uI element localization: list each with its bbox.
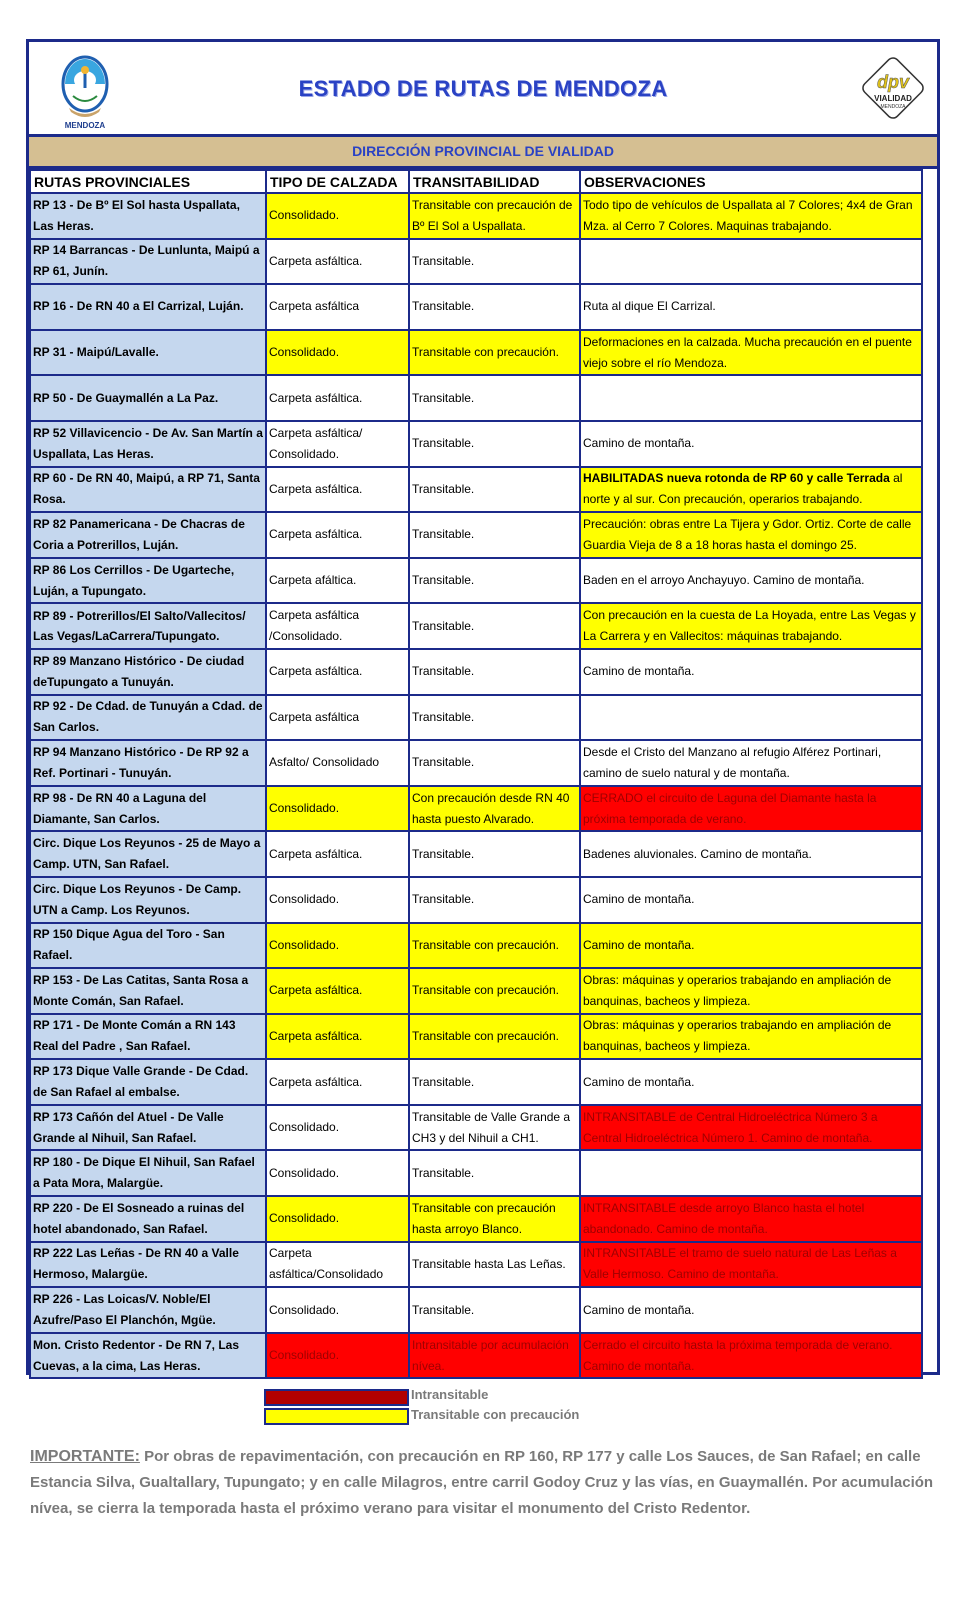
calzada-cell: Consolidado. (266, 1105, 409, 1151)
calzada-cell: Carpeta asfáltica. (266, 467, 409, 513)
transitabilidad-cell: Transitable. (409, 239, 580, 285)
observaciones-text: Ruta al dique El Carrizal. (583, 299, 716, 314)
calzada-cell: Consolidado. (266, 1333, 409, 1379)
observaciones-bold-text: HABILITADAS nueva rotonda de RP 60 y calle Terrada (583, 471, 890, 486)
table-row (30, 1287, 922, 1333)
svg-text:MENDOZA: MENDOZA (64, 121, 106, 130)
route-name-cell: RP 89 - Potrerillos/El Salto/Vallecitos/ Las Vegas/LaCarrera/Tupungato. (30, 603, 266, 649)
observaciones-cell (580, 330, 922, 376)
important-note (30, 1444, 945, 1522)
transitabilidad-cell: Transitable con precaución hasta arroyo Blanco. (409, 1196, 580, 1242)
transitabilidad-cell: Transitable. (409, 831, 580, 877)
transitabilidad-cell: Transitable de Valle Grande a CH3 y del Nihuil a CH1. (409, 1105, 580, 1151)
svg-text:VIALIDAD: VIALIDAD (874, 94, 912, 103)
observaciones-cell (580, 923, 922, 969)
svg-text:dpv: dpv (876, 72, 910, 92)
table-row (30, 1014, 922, 1060)
observaciones-cell (580, 1150, 922, 1196)
calzada-cell: Carpeta asfáltica. (266, 512, 409, 558)
observaciones-cell (580, 1059, 922, 1105)
transitabilidad-cell: Transitable. (409, 558, 580, 604)
observaciones-cell (580, 239, 922, 285)
calzada-cell: Carpeta asfáltica. (266, 831, 409, 877)
observaciones-cell (580, 649, 922, 695)
observaciones-cell (580, 1333, 922, 1379)
table-row (30, 1150, 922, 1196)
subheader: DIRECCIÓN PROVINCIAL DE VIALIDAD (29, 134, 937, 169)
calzada-cell: Carpeta asfáltica. (266, 239, 409, 285)
observaciones-text: Con precaución en la cuesta de La Hoyada, entre Las Vegas y La Carrera y en Vallecitos: máquinas trabajando. (583, 608, 916, 644)
observaciones-text: Camino de montaña. (583, 937, 695, 952)
table-row (30, 375, 922, 421)
transitabilidad-cell: Transitable con precaución. (409, 1014, 580, 1060)
observaciones-text: Badenes aluvionales. Camino de montaña. (583, 846, 812, 861)
report-frame (26, 39, 940, 1375)
route-name-cell: RP 16 - De RN 40 a El Carrizal, Luján. (30, 284, 266, 330)
legend-swatch-precaution (264, 1408, 409, 1425)
observaciones-text: Camino de montaña. (583, 1302, 695, 1317)
transitabilidad-cell: Intransitable por acumulación nívea. (409, 1333, 580, 1379)
observaciones-cell (580, 695, 922, 741)
table-row (30, 558, 922, 604)
table-row (30, 649, 922, 695)
observaciones-text: Cerrado el circuito hasta la próxima temporada de verano. Camino de montaña. (583, 1337, 893, 1373)
transitabilidad-cell: Transitable hasta Las Leñas. (409, 1242, 580, 1288)
table-row (30, 330, 922, 376)
calzada-cell: Carpeta asfáltica/ Consolidado. (266, 421, 409, 467)
observaciones-text: INTRANSITABLE el tramo de suelo natural de Las Leñas a Valle Hermoso. Camino de montaña. (583, 1246, 897, 1282)
calzada-cell: Carpeta asfáltica. (266, 1014, 409, 1060)
calzada-cell: Carpeta asfáltica /Consolidado. (266, 603, 409, 649)
observaciones-text: Precaución: obras entre La Tijera y Gdor. Ortiz. Corte de calle Guardia Vieja de 8 a 18 horas hasta el domingo 25. (583, 516, 912, 552)
observaciones-cell (580, 1287, 922, 1333)
table-row (30, 1242, 922, 1288)
table-row (30, 1105, 922, 1151)
route-name-cell: RP 94 Manzano Histórico - De RP 92 a Ref. Portinari - Tunuyán. (30, 740, 266, 786)
calzada-cell: Carpeta asfáltica (266, 284, 409, 330)
calzada-cell: Consolidado. (266, 877, 409, 923)
column-header-observaciones: OBSERVACIONES (580, 170, 922, 193)
route-name-cell: Circ. Dique Los Reyunos - De Camp. UTN a Camp. Los Reyunos. (30, 877, 266, 923)
observaciones-cell (580, 877, 922, 923)
observaciones-text: Camino de montaña. (583, 892, 695, 907)
transitabilidad-cell: Transitable. (409, 375, 580, 421)
table-row (30, 786, 922, 832)
observaciones-cell (580, 1014, 922, 1060)
route-name-cell: RP 173 Cañón del Atuel - De Valle Grande al Nihuil, San Rafael. (30, 1105, 266, 1151)
transitabilidad-cell: Con precaución desde RN 40 hasta puesto Alvarado. (409, 786, 580, 832)
observaciones-text: al norte y al sur. Con precaución, operarios trabajando. (583, 471, 903, 507)
observaciones-cell (580, 512, 922, 558)
route-name-cell: RP 98 - De RN 40 a Laguna del Diamante, San Carlos. (30, 786, 266, 832)
transitabilidad-cell: Transitable. (409, 740, 580, 786)
table-row (30, 923, 922, 969)
calzada-cell: Carpeta afáltica. (266, 558, 409, 604)
transitabilidad-cell: Transitable. (409, 467, 580, 513)
legend-swatch-closed (264, 1389, 409, 1406)
transitabilidad-cell: Transitable. (409, 695, 580, 741)
column-header-rutas: RUTAS PROVINCIALES (30, 170, 266, 193)
observaciones-cell (580, 1242, 922, 1288)
calzada-cell: Carpeta asfáltica. (266, 649, 409, 695)
observaciones-cell (580, 831, 922, 877)
table-row (30, 421, 922, 467)
route-name-cell: RP 60 - De RN 40, Maipú, a RP 71, Santa Rosa. (30, 467, 266, 513)
route-name-cell: RP 171 - De Monte Comán a RN 143 Real del Padre , San Rafael. (30, 1014, 266, 1060)
transitabilidad-cell: Transitable. (409, 512, 580, 558)
observaciones-text: Camino de montaña. (583, 664, 695, 679)
table-row (30, 239, 922, 285)
route-name-cell: RP 173 Dique Valle Grande - De Cdad. de San Rafael al embalse. (30, 1059, 266, 1105)
transitabilidad-cell: Transitable. (409, 421, 580, 467)
observaciones-cell (580, 467, 922, 513)
table-row (30, 512, 922, 558)
transitabilidad-cell: Transitable. (409, 1150, 580, 1196)
transitabilidad-cell: Transitable. (409, 1287, 580, 1333)
calzada-cell: Carpeta asfáltica/Consolidado (266, 1242, 409, 1288)
observaciones-text: Deformaciones en la calzada. Mucha precaución en el puente viejo sobre el río Mendoza. (583, 334, 912, 370)
calzada-cell: Consolidado. (266, 1196, 409, 1242)
route-name-cell: RP 92 - De Cdad. de Tunuyán a Cdad. de San Carlos. (30, 695, 266, 741)
route-name-cell: RP 14 Barrancas - De Lunlunta, Maipú a RP 61, Junín. (30, 239, 266, 285)
report-header (29, 42, 937, 134)
observaciones-cell (580, 740, 922, 786)
observaciones-cell (580, 284, 922, 330)
calzada-cell: Consolidado. (266, 1150, 409, 1196)
observaciones-text: INTRANSITABLE desde arroyo Blanco hasta el hotel abandonado. Camino de montaña. (583, 1200, 865, 1236)
important-label: IMPORTANTE: (30, 1448, 140, 1465)
route-name-cell: RP 13 - De Bº El Sol hasta Uspallata, Las Heras. (30, 193, 266, 239)
observaciones-text: Desde el Cristo del Manzano al refugio Alférez Portinari, camino de suelo natural y de montaña. (583, 744, 882, 780)
transitabilidad-cell: Transitable. (409, 284, 580, 330)
table-row (30, 1059, 922, 1105)
table-row (30, 193, 922, 239)
calzada-cell: Consolidado. (266, 786, 409, 832)
route-name-cell: RP 180 - De Dique El Nihuil, San Rafael a Pata Mora, Malargüe. (30, 1150, 266, 1196)
route-name-cell: RP 89 Manzano Histórico - De ciudad deTupungato a Tunuyán. (30, 649, 266, 695)
transitabilidad-cell: Transitable con precaución de Bº El Sol a Uspallata. (409, 193, 580, 239)
column-header-transitabilidad: TRANSITABILIDAD (409, 170, 580, 193)
legend-label-closed: Intransitable (411, 1387, 489, 1402)
table-row (30, 968, 922, 1014)
observaciones-cell (580, 1105, 922, 1151)
route-name-cell: RP 226 - Las Loicas/V. Noble/El Azufre/Paso El Planchón, Mgüe. (30, 1287, 266, 1333)
transitabilidad-cell: Transitable. (409, 603, 580, 649)
table-row (30, 467, 922, 513)
calzada-cell: Consolidado. (266, 193, 409, 239)
observaciones-cell (580, 375, 922, 421)
table-row (30, 695, 922, 741)
route-name-cell: RP 86 Los Cerrillos - De Ugarteche, Luján, a Tupungato. (30, 558, 266, 604)
table-row (30, 1333, 922, 1379)
route-name-cell: RP 52 Villavicencio - De Av. San Martín a Uspallata, Las Heras. (30, 421, 266, 467)
observaciones-cell (580, 1196, 922, 1242)
observaciones-text: Todo tipo de vehículos de Uspallata al 7 Colores; 4x4 de Gran Mza. al Cerro 7 Colores. Maquinas trabajando. (583, 197, 913, 233)
observaciones-text: Obras: máquinas y operarios trabajando en ampliación de banquinas, bacheos y limpieza. (583, 1018, 892, 1054)
calzada-cell: Carpeta asfáltica. (266, 375, 409, 421)
observaciones-cell (580, 786, 922, 832)
transitabilidad-cell: Transitable. (409, 877, 580, 923)
observaciones-cell (580, 968, 922, 1014)
observaciones-text: Camino de montaña. (583, 436, 695, 451)
observaciones-cell (580, 421, 922, 467)
legend-label-precaution: Transitable con precaución (411, 1407, 580, 1422)
observaciones-text: Baden en el arroyo Anchayuyo. Camino de montaña. (583, 573, 865, 588)
column-header-calzada: TIPO DE CALZADA (266, 170, 409, 193)
route-name-cell: Mon. Cristo Redentor - De RN 7, Las Cuevas, a la cima, Las Heras. (30, 1333, 266, 1379)
route-name-cell: RP 150 Dique Agua del Toro - San Rafael. (30, 923, 266, 969)
observaciones-cell (580, 603, 922, 649)
observaciones-text: Obras: máquinas y operarios trabajando en ampliación de banquinas, bacheos y limpieza. (583, 972, 892, 1008)
table-row (30, 1196, 922, 1242)
route-name-cell: RP 82 Panamericana - De Chacras de Coria a Potrerillos, Luján. (30, 512, 266, 558)
transitabilidad-cell: Transitable. (409, 1059, 580, 1105)
table-header-row (30, 170, 922, 193)
observaciones-text: INTRANSITABLE de Central Hidroeléctrica Número 3 a Central Hidroeléctrica Número 1. Camino de montaña. (583, 1109, 878, 1145)
vialidad-logo (857, 52, 929, 124)
page-title: ESTADO DE RUTAS DE MENDOZA (298, 76, 668, 101)
table-row (30, 740, 922, 786)
route-name-cell: RP 50 - De Guaymallén a La Paz. (30, 375, 266, 421)
route-name-cell: RP 220 - De El Sosneado a ruinas del hotel abandonado, San Rafael. (30, 1196, 266, 1242)
table-row (30, 284, 922, 330)
calzada-cell: Consolidado. (266, 330, 409, 376)
route-name-cell: RP 153 - De Las Catitas, Santa Rosa a Monte Comán, San Rafael. (30, 968, 266, 1014)
observaciones-text: CERRADO el circuito de Laguna del Diamante hasta la próxima temporada de verano. (583, 790, 877, 826)
table-row (30, 603, 922, 649)
transitabilidad-cell: Transitable con precaución. (409, 923, 580, 969)
route-name-cell: Circ. Dique Los Reyunos - 25 de Mayo a Camp. UTN, San Rafael. (30, 831, 266, 877)
calzada-cell: Carpeta asfáltica (266, 695, 409, 741)
table-body (30, 193, 922, 1378)
important-text: Por obras de repavimentación, con precaución en RP 160, RP 177 y calle Los Sauces, de San Rafael; en calle Estancia Silva, Gualtallary, Tupungato; y en calle Milagros, entre carril Godoy Cruz y las vías, en Guaymallén. Por acumulación nívea, se cierra la temporada hasta el próximo verano para visitar el monumento del Cristo Redentor. (30, 1448, 934, 1517)
transitabilidad-cell: Transitable. (409, 649, 580, 695)
routes-table (29, 169, 923, 1379)
calzada-cell: Carpeta asfáltica. (266, 968, 409, 1014)
svg-text:MENDOZA: MENDOZA (880, 104, 906, 110)
observaciones-cell (580, 558, 922, 604)
table-row (30, 877, 922, 923)
table-row (30, 831, 922, 877)
transitabilidad-cell: Transitable con precaución. (409, 968, 580, 1014)
calzada-cell: Asfalto/ Consolidado (266, 740, 409, 786)
observaciones-cell (580, 193, 922, 239)
calzada-cell: Carpeta asfáltica. (266, 1059, 409, 1105)
calzada-cell: Consolidado. (266, 1287, 409, 1333)
observaciones-text: Camino de montaña. (583, 1074, 695, 1089)
route-name-cell: RP 31 - Maipú/Lavalle. (30, 330, 266, 376)
route-name-cell: RP 222 Las Leñas - De RN 40 a Valle Hermoso, Malargüe. (30, 1242, 266, 1288)
transitabilidad-cell: Transitable con precaución. (409, 330, 580, 376)
calzada-cell: Consolidado. (266, 923, 409, 969)
